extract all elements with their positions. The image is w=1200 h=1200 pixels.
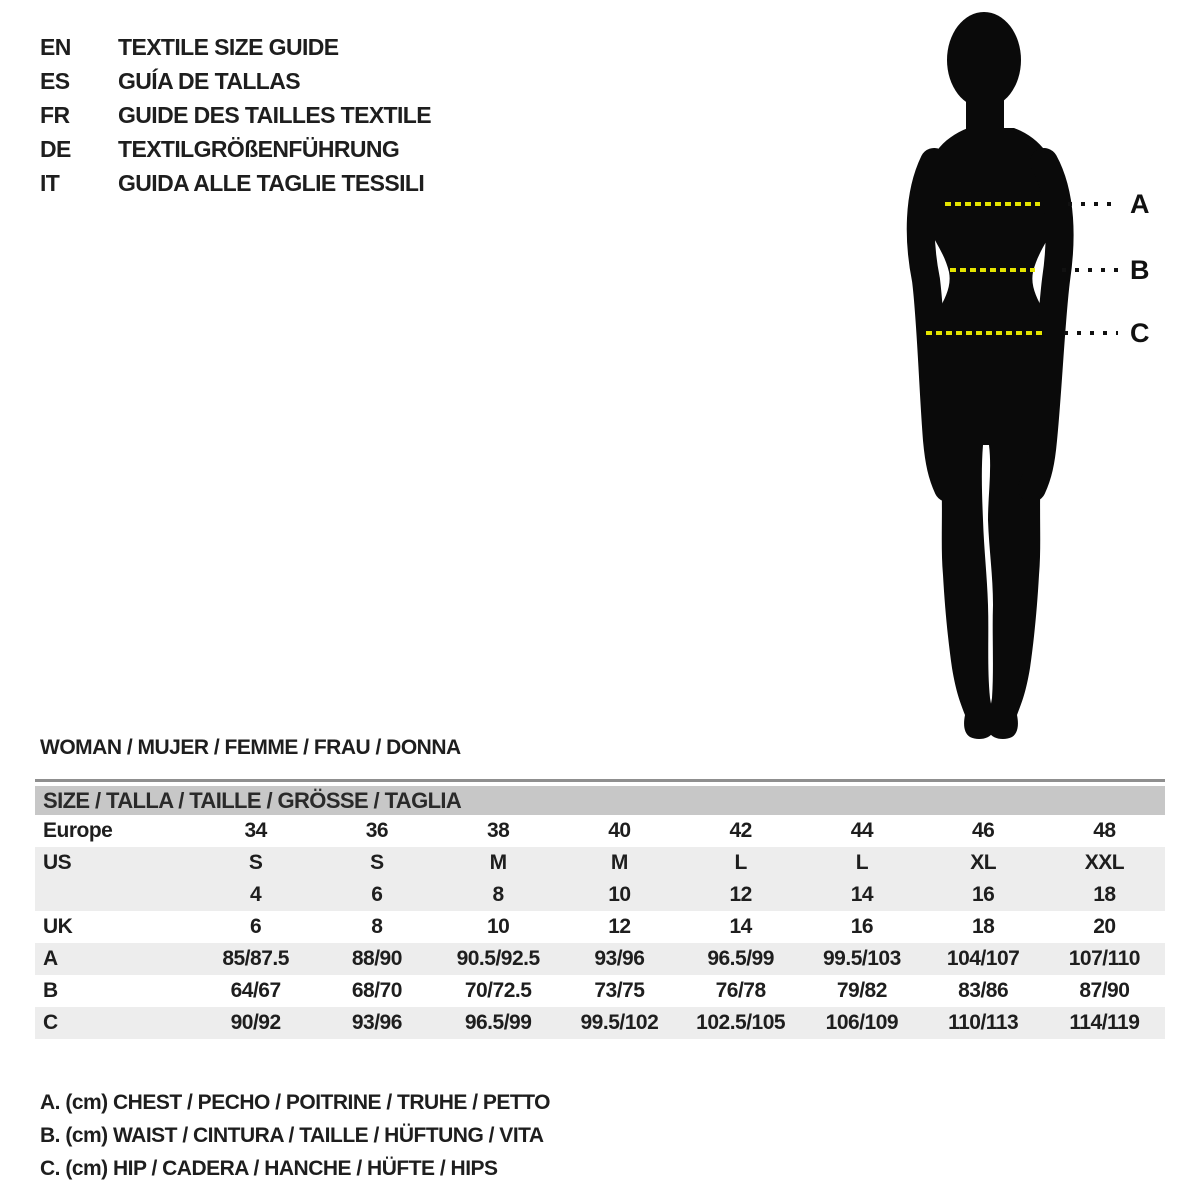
- table-cell: 87/90: [1079, 979, 1130, 1002]
- measurement-legend: [40, 1086, 550, 1185]
- table-cell: 46: [971, 819, 995, 842]
- table-cell: 12: [608, 915, 631, 938]
- table-cell: 64/67: [230, 979, 281, 1002]
- table-cell: 99.5/103: [823, 947, 901, 970]
- language-label: GUÍA DE TALLAS: [118, 68, 300, 94]
- table-cell: 18: [971, 915, 995, 938]
- table-cell: 106/109: [825, 1011, 899, 1034]
- table-cell: 18: [1093, 883, 1116, 906]
- language-code: IT: [40, 170, 60, 196]
- table-row: [35, 1007, 1165, 1039]
- language-row: [40, 98, 431, 132]
- table-cell: 36: [365, 819, 389, 842]
- table-header: SIZE / TALLA / TAILLE / GRÖSSE / TAGLIA: [35, 786, 1165, 815]
- table-cell: 48: [1093, 819, 1116, 842]
- table-cell: 10: [608, 883, 631, 906]
- language-title-list: [40, 30, 431, 200]
- size-table: [35, 779, 1165, 1039]
- table-cell: 4: [250, 883, 262, 906]
- row-label: US: [43, 851, 72, 874]
- row-label: Europe: [43, 819, 113, 842]
- table-body: [35, 815, 1165, 1039]
- table-cell: 34: [244, 819, 267, 842]
- table-cell: 88/90: [351, 947, 402, 970]
- table-cell: 107/110: [1068, 947, 1140, 970]
- table-cell: 79/82: [836, 979, 887, 1002]
- language-code: ES: [40, 68, 70, 94]
- legend-waist: B. (cm) WAIST / CINTURA / TAILLE / HÜFTUNG / VITA: [40, 1124, 544, 1147]
- row-label: A: [43, 947, 58, 970]
- table-cell: 20: [1093, 915, 1116, 938]
- table-cell: L: [855, 851, 869, 874]
- table-row: [35, 911, 1165, 943]
- table-top-border: [35, 779, 1165, 782]
- language-label: TEXTILGRÖßENFÜHRUNG: [118, 136, 400, 162]
- table-cell: 90.5/92.5: [456, 947, 540, 970]
- table-cell: 96.5/99: [707, 947, 774, 970]
- table-cell: 93/96: [594, 947, 645, 970]
- table-row: [35, 975, 1165, 1007]
- table-cell: M: [610, 851, 628, 874]
- language-row: [40, 132, 431, 166]
- table-cell: 42: [729, 819, 752, 842]
- table-cell: 85/87.5: [222, 947, 289, 970]
- table-cell: M: [489, 851, 507, 874]
- table-cell: 44: [850, 819, 874, 842]
- table-row: [35, 847, 1165, 879]
- table-cell: 114/119: [1069, 1011, 1140, 1034]
- silhouette-neck: [966, 78, 1004, 136]
- table-cell: S: [248, 851, 263, 874]
- measurement-diagram: [880, 0, 1200, 760]
- table-cell: 8: [492, 883, 504, 906]
- language-label: TEXTILE SIZE GUIDE: [118, 34, 339, 60]
- table-cell: 70/72.5: [464, 979, 532, 1002]
- table-cell: 16: [850, 915, 874, 938]
- section-title: WOMAN / MUJER / FEMME / FRAU / DONNA: [40, 736, 461, 759]
- hip-marker-label: C: [1130, 318, 1150, 348]
- table-cell: 6: [371, 883, 383, 906]
- table-cell: 90/92: [230, 1011, 281, 1034]
- table-cell: 10: [486, 915, 510, 938]
- row-label: C: [43, 1011, 58, 1034]
- language-label: GUIDA ALLE TAGLIE TESSILI: [118, 170, 425, 196]
- language-code: FR: [40, 102, 70, 128]
- table-cell: 8: [371, 915, 383, 938]
- table-cell: 12: [729, 883, 752, 906]
- table-cell: 96.5/99: [464, 1011, 532, 1034]
- table-cell: 73/75: [594, 979, 645, 1002]
- language-row: [40, 64, 431, 98]
- table-cell: 16: [971, 883, 995, 906]
- table-cell: 14: [850, 883, 874, 906]
- legend-chest: A. (cm) CHEST / PECHO / POITRINE / TRUHE / PETTO: [40, 1091, 551, 1114]
- table-cell: XL: [970, 851, 997, 874]
- table-cell: 110/113: [948, 1011, 1019, 1034]
- table-cell: S: [370, 851, 384, 874]
- table-cell: 38: [486, 819, 510, 842]
- table-cell: 102.5/105: [696, 1011, 786, 1034]
- row-label: [35, 879, 195, 911]
- table-cell: 93/96: [351, 1011, 402, 1034]
- table-cell: 83/86: [958, 979, 1009, 1002]
- row-label: B: [43, 979, 58, 1002]
- language-row: [40, 30, 431, 64]
- table-cell: 76/78: [715, 979, 766, 1002]
- woman-silhouette-figure: [880, 0, 1200, 760]
- waist-marker-label: B: [1130, 255, 1150, 285]
- table-cell: 68/70: [351, 979, 402, 1002]
- table-row: [35, 943, 1165, 975]
- language-row: [40, 166, 431, 200]
- table-cell: XXL: [1084, 851, 1125, 874]
- table-cell: 99.5/102: [580, 1011, 659, 1034]
- table-cell: 6: [250, 915, 262, 938]
- chest-marker-label: A: [1130, 189, 1150, 219]
- row-label: UK: [43, 915, 73, 938]
- language-label: GUIDE DES TAILLES TEXTILE: [118, 102, 431, 128]
- language-code: EN: [40, 34, 71, 60]
- legend-hip: C. (cm) HIP / CADERA / HANCHE / HÜFTE / HIPS: [40, 1157, 498, 1180]
- table-row: [35, 815, 1165, 847]
- language-code: DE: [40, 136, 71, 162]
- table-cell: 40: [608, 819, 631, 842]
- table-row: [35, 879, 1165, 911]
- table-cell: 14: [729, 915, 752, 938]
- table-cell: 104/107: [946, 947, 1020, 970]
- table-cell: L: [734, 851, 747, 874]
